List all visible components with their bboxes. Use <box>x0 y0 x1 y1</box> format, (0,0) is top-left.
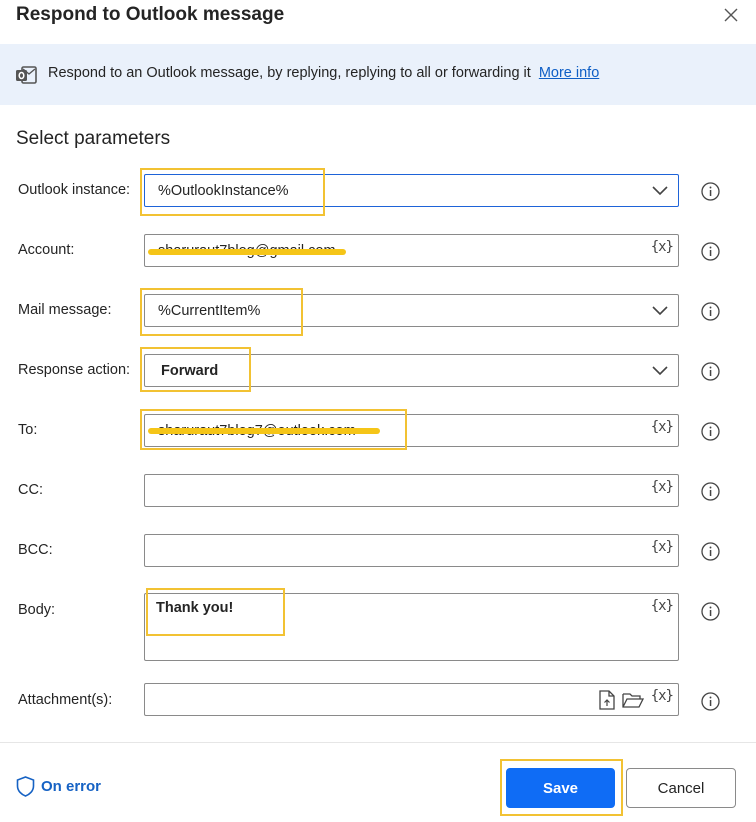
outlook-instance-value: %OutlookInstance% <box>158 183 289 199</box>
attachments-label: Attachment(s): <box>18 692 113 708</box>
response-action-value: Forward <box>161 363 219 379</box>
variable-icon[interactable]: {x} <box>650 539 673 555</box>
info-banner <box>0 44 756 105</box>
body-value: Thank you! <box>156 600 234 616</box>
bcc-label: BCC: <box>18 542 53 558</box>
chevron-down-icon <box>652 184 668 196</box>
shield-icon <box>16 776 35 797</box>
body-textarea[interactable] <box>144 593 679 661</box>
mail-message-label: Mail message: <box>18 302 112 318</box>
account-label: Account: <box>18 242 75 258</box>
outlook-instance-dropdown[interactable] <box>144 174 679 207</box>
variable-icon[interactable]: {x} <box>650 598 673 614</box>
info-icon[interactable] <box>701 302 720 321</box>
folder-icon[interactable] <box>622 691 644 709</box>
info-icon[interactable] <box>701 542 720 561</box>
mail-message-value: %CurrentItem% <box>158 303 261 319</box>
variable-icon[interactable]: {x} <box>650 239 673 255</box>
chevron-down-icon <box>652 304 668 316</box>
info-icon[interactable] <box>701 182 720 201</box>
more-info-link[interactable]: More info <box>538 65 600 81</box>
redaction-mark <box>148 428 380 434</box>
body-label: Body: <box>18 602 56 618</box>
dialog-title: Respond to Outlook message <box>16 4 285 25</box>
info-icon[interactable] <box>701 362 720 381</box>
footer-divider <box>0 742 756 743</box>
variable-icon[interactable]: {x} <box>650 688 673 704</box>
mail-message-dropdown[interactable] <box>144 294 679 327</box>
outlook-icon <box>15 64 37 86</box>
redaction-mark <box>148 249 346 255</box>
info-icon[interactable] <box>701 482 720 501</box>
response-action-label: Response action: <box>18 362 131 378</box>
attachments-input[interactable] <box>144 683 679 716</box>
bcc-input[interactable] <box>144 534 679 567</box>
close-icon <box>724 8 738 22</box>
cc-input[interactable] <box>144 474 679 507</box>
on-error-button[interactable] <box>16 776 101 797</box>
variable-icon[interactable]: {x} <box>650 479 673 495</box>
save-button[interactable]: Save <box>506 768 615 808</box>
file-icon[interactable] <box>598 690 616 710</box>
info-icon[interactable] <box>701 422 720 441</box>
info-icon[interactable] <box>701 692 720 711</box>
close-button[interactable] <box>718 2 744 28</box>
on-error-label: On error <box>41 778 102 795</box>
cc-label: CC: <box>18 482 43 498</box>
banner-text: Respond to an Outlook message, by replying, replying to all or forwarding it <box>48 65 531 81</box>
variable-icon[interactable]: {x} <box>650 419 673 435</box>
to-label: To: <box>18 422 38 438</box>
response-action-dropdown[interactable] <box>144 354 679 387</box>
section-title: Select parameters <box>16 128 171 149</box>
outlook-instance-label: Outlook instance: <box>18 182 131 198</box>
cancel-button[interactable]: Cancel <box>626 768 736 808</box>
info-icon[interactable] <box>701 602 720 621</box>
chevron-down-icon <box>652 364 668 376</box>
info-icon[interactable] <box>701 242 720 261</box>
